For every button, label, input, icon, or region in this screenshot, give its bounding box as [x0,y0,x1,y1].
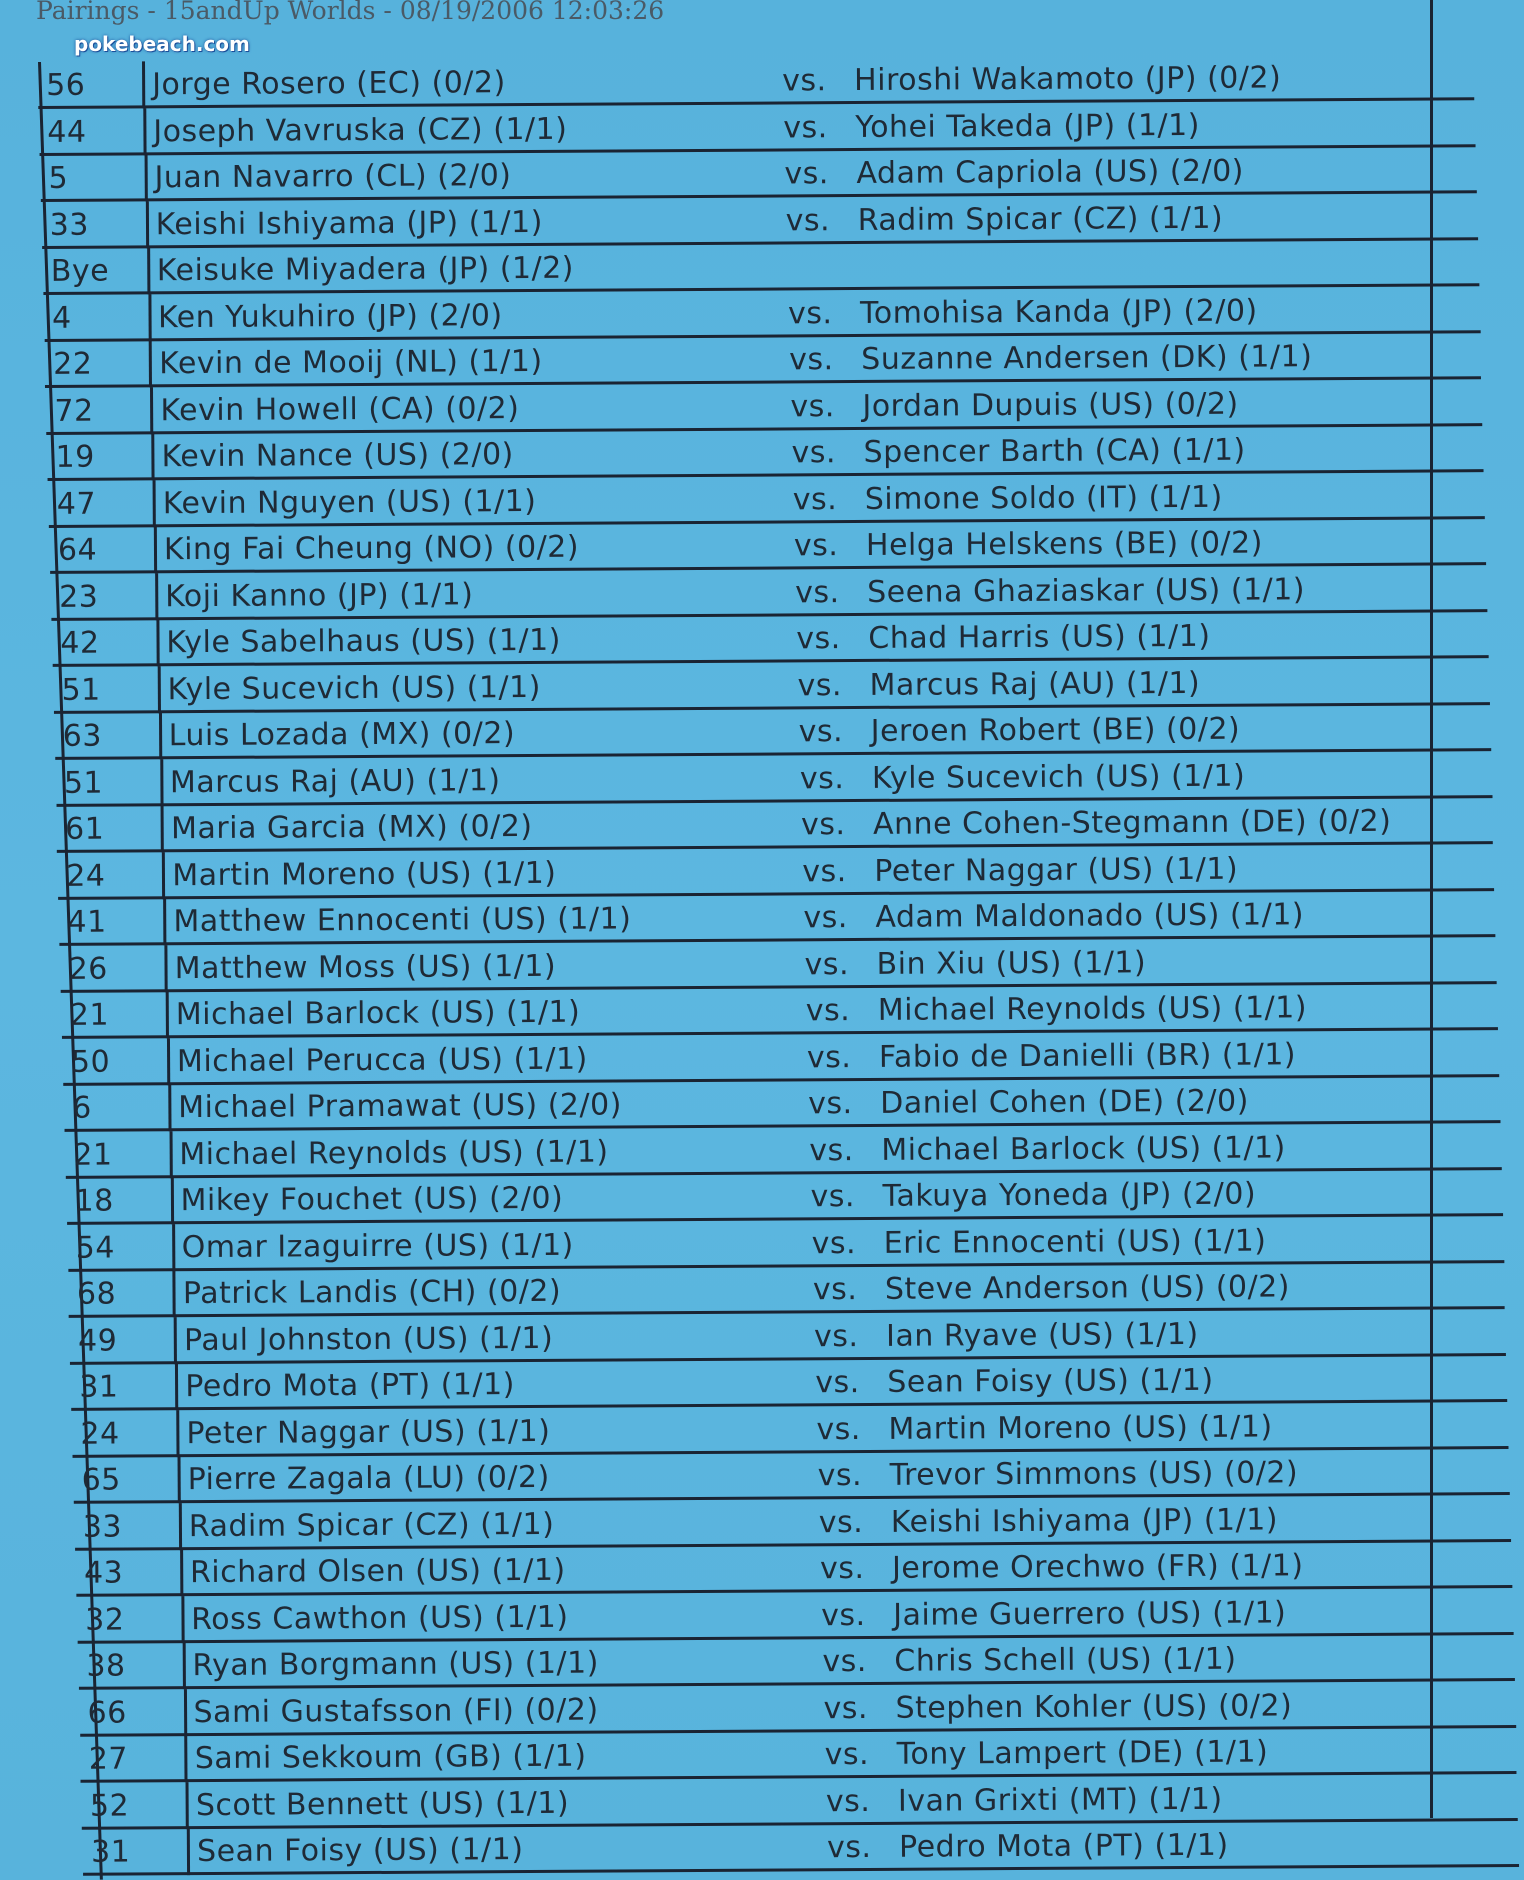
table-number: 43 [83,1555,124,1591]
player-name: Radim Spicar (CZ) (1/1) [188,1506,555,1544]
opponent-name: Keishi Ishiyama (JP) (1/1) [890,1501,1279,1540]
column-divider [146,201,149,248]
player-name: Kevin Nance (US) (2/0) [161,437,514,475]
table-number: 6 [72,1090,92,1126]
table-number: 27 [88,1741,129,1777]
player-name: Ryan Borgmann (US) (1/1) [192,1645,599,1684]
player-name: Scott Bennett (US) (1/1) [195,1785,570,1823]
versus-label: vs. [785,202,831,238]
watermark-logo: pokebeach.com [74,32,250,56]
column-divider [186,1782,189,1829]
column-divider [161,805,164,852]
table-number: 56 [46,67,86,103]
player-name: Juan Navarro (CL) (2/0) [154,158,512,196]
column-divider [144,154,147,201]
table-number: 21 [69,997,110,1033]
player-name: Luis Lozada (MX) (0/2) [168,716,516,754]
player-name: Patrick Landis (CH) (0/2) [182,1273,562,1312]
versus-label: vs. [806,1039,852,1075]
pairings-table [38,53,1485,1880]
opponent-name: Simone Soldo (IT) (1/1) [864,479,1223,517]
opponent-name: Chad Harris (US) (1/1) [868,618,1211,656]
column-divider [187,1828,190,1875]
versus-label: vs. [824,1736,870,1773]
versus-label: vs. [823,1690,869,1726]
column-divider [179,1503,182,1550]
table-number: 31 [79,1369,119,1405]
table-number: 72 [54,393,94,429]
table-number: 21 [73,1137,113,1173]
versus-label: vs. [819,1550,865,1587]
table-number: 32 [85,1602,125,1638]
player-name: Paul Johnston (US) (1/1) [184,1320,554,1358]
player-name: King Fai Cheung (NO) (0/2) [163,529,580,568]
versus-label: vs. [827,1829,872,1866]
table-number: 18 [74,1183,114,1219]
player-name: Maria Garcia (MX) (0/2) [170,808,533,847]
column-divider [164,945,167,992]
opponent-name: Michael Reynolds (US) (1/1) [877,990,1308,1028]
column-divider [176,1410,179,1457]
table-number: 19 [55,439,95,475]
opponent-name: Daniel Cohen (DE) (2/0) [880,1083,1249,1121]
player-name: Ross Cawthon (US) (1/1) [191,1599,569,1637]
table-number: 42 [60,625,100,661]
opponent-name: Takuya Yoneda (JP) (2/0) [882,1176,1257,1214]
player-name: Omar Izaguirre (US) (1/1) [181,1227,574,1265]
player-name: Pierre Zagala (LU) (0/2) [187,1459,550,1498]
column-divider [185,1735,188,1782]
table-number: 4 [51,300,72,336]
opponent-name: Jordan Dupuis (US) (0/2) [862,386,1239,424]
opponent-name: Anne Cohen-Stegmann (DE) (0/2) [872,803,1392,842]
column-divider [156,619,159,666]
table-number: 24 [66,858,106,894]
opponent-name: Radim Spicar (CZ) (1/1) [857,200,1224,238]
player-name: Kevin Nguyen (US) (1/1) [162,483,537,521]
column-divider [147,247,150,294]
column-divider [168,1084,171,1131]
opponent-name: Sean Foisy (US) (1/1) [887,1362,1214,1400]
table-number: 49 [78,1323,118,1359]
opponent-name: Adam Maldonado (US) (1/1) [875,897,1305,935]
player-name: Michael Pramawat (US) (2/0) [178,1087,622,1126]
opponent-name: Seena Ghaziaskar (US) (1/1) [867,571,1306,610]
versus-label: vs. [809,1132,854,1168]
player-name: Kyle Sucevich (US) (1/1) [167,669,541,707]
table-number: 50 [70,1044,111,1080]
table-number: 26 [68,951,108,987]
column-divider [181,1596,184,1643]
column-divider [151,433,154,480]
versus-label: vs. [817,1457,863,1494]
opponent-name: Jerome Orechwo (FR) (1/1) [891,1548,1304,1586]
table-number: 31 [91,1834,131,1870]
opponent-name: Suzanne Andersen (DK) (1/1) [861,339,1313,377]
player-name: Keishi Ishiyama (JP) (1/1) [155,204,543,242]
column-divider [173,1270,176,1317]
column-divider [155,573,158,620]
versus-label: vs. [795,574,840,610]
column-divider [167,1038,170,1085]
versus-label: vs. [811,1225,857,1261]
versus-label: vs. [800,807,846,843]
column-divider [178,1456,181,1503]
column-divider [163,898,166,945]
player-name: Pedro Mota (PT) (1/1) [185,1367,515,1405]
versus-label: vs. [797,667,843,703]
table-number: 68 [76,1276,117,1312]
player-name: Peter Naggar (US) (1/1) [186,1413,551,1451]
versus-label: vs. [783,109,828,145]
table-number: 51 [63,765,104,801]
versus-label: vs. [803,900,848,936]
column-divider [183,1689,186,1736]
opponent-name: Bin Xiu (US) (1/1) [876,944,1147,982]
column-divider [172,1224,175,1271]
table-number: 41 [67,904,107,940]
player-name: Michael Perucca (US) (1/1) [176,1041,588,1079]
opponent-name: Jeroen Robert (BE) (0/2) [870,711,1241,749]
player-name: Martin Moreno (US) (1/1) [172,855,557,893]
opponent-name: Hiroshi Wakamoto (JP) (0/2) [854,60,1282,99]
versus-label: vs. [787,295,833,331]
table-number: 51 [61,672,101,708]
versus-label: vs. [810,1179,856,1215]
opponent-name: Helga Helskens (BE) (0/2) [865,525,1263,563]
versus-label: vs. [799,760,845,796]
column-divider [180,1549,183,1596]
table-number: Bye [50,253,110,289]
versus-label: vs. [812,1272,858,1308]
versus-label: vs. [818,1504,864,1540]
opponent-name: Spencer Barth (CA) (1/1) [863,432,1246,470]
player-name: Michael Barlock (US) (1/1) [175,994,581,1033]
column-divider [154,526,157,573]
versus-label: vs. [804,946,850,982]
table-number: 61 [64,811,105,847]
column-divider [182,1642,185,1689]
column-divider [157,666,160,713]
player-name: Kevin Howell (CA) (0/2) [160,390,520,428]
column-divider [166,991,169,1038]
opponent-name: Ivan Grixti (MT) (1/1) [897,1781,1223,1819]
player-name: Keisuke Miyadera (JP) (1/2) [156,250,575,289]
opponent-name: Tomohisa Kanda (JP) (2/0) [859,293,1258,331]
opponent-name: Kyle Sucevich (US) (1/1) [871,758,1246,796]
opponent-name: Michael Barlock (US) (1/1) [881,1129,1286,1168]
table-number: 5 [48,160,69,196]
opponent-name: Adam Capriola (US) (2/0) [856,153,1245,192]
versus-label: vs. [789,342,834,378]
opponent-name: Tony Lampert (DE) (1/1) [896,1734,1269,1772]
player-name: Michael Reynolds (US) (1/1) [179,1134,609,1172]
table-number: 22 [53,346,93,382]
table-number: 23 [59,579,99,615]
opponent-name: Jaime Guerrero (US) (1/1) [893,1594,1287,1633]
versus-label: vs. [793,528,839,564]
column-divider [142,61,145,108]
opponent-name: Ian Ryave (US) (1/1) [885,1316,1199,1354]
player-name: Mikey Fouchet (US) (2/0) [180,1180,564,1219]
opponent-name: Marcus Raj (AU) (1/1) [869,665,1201,703]
versus-label: vs. [802,853,847,889]
versus-label: vs. [792,481,838,517]
versus-label: vs. [808,1086,853,1122]
table-number: 24 [80,1416,120,1452]
table-number: 38 [86,1648,126,1684]
player-name: Ken Yukuhiro (JP) (2/0) [157,297,503,335]
column-divider [148,294,151,341]
opponent-name: Eric Ennocenti (US) (1/1) [883,1223,1267,1261]
column-divider [143,108,146,155]
versus-label: vs. [796,621,841,657]
versus-label: vs. [816,1411,861,1447]
versus-label: vs. [784,156,830,192]
column-divider [162,852,165,899]
opponent-name: Fabio de Danielli (BR) (1/1) [878,1036,1297,1075]
opponent-name: Chris Schell (US) (1/1) [894,1641,1237,1679]
versus-label: vs. [805,993,851,1029]
column-divider [169,1131,172,1178]
player-name: Joseph Vavruska (CZ) (1/1) [153,111,568,149]
versus-label: vs. [790,388,835,424]
versus-label: vs. [821,1597,866,1633]
column-divider [153,480,156,527]
versus-label: vs. [813,1318,859,1354]
table-number: 64 [57,532,98,568]
player-name: Jorge Rosero (EC) (0/2) [152,65,506,103]
player-name: Matthew Moss (US) (1/1) [174,948,557,986]
opponent-name: Stephen Kohler (US) (0/2) [895,1687,1293,1726]
opponent-name: Martin Moreno (US) (1/1) [888,1408,1273,1447]
column-divider [150,387,153,434]
column-divider [174,1317,177,1364]
table-right-border [1430,0,1433,1818]
column-divider [170,1177,173,1224]
versus-label: vs. [791,435,837,471]
player-name: Matthew Ennocenti (US) (1/1) [173,901,632,940]
table-number: 52 [89,1787,130,1824]
table-number: 66 [87,1694,127,1731]
table-number: 54 [75,1230,116,1266]
player-name: Kevin de Mooij (NL) (1/1) [159,343,543,382]
column-divider [149,340,152,387]
versus-label: vs. [782,63,827,99]
versus-label: vs. [798,714,844,750]
column-divider [175,1363,178,1410]
opponent-name: Trevor Simmons (US) (0/2) [889,1455,1299,1493]
opponent-name: Steve Anderson (US) (0/2) [884,1269,1291,1307]
table-number: 33 [49,207,89,243]
opponent-name: Peter Naggar (US) (1/1) [874,851,1239,889]
player-name: Sean Foisy (US) (1/1) [197,1832,524,1870]
versus-label: vs. [815,1365,860,1401]
player-name: Sami Gustafsson (FI) (0/2) [193,1692,599,1730]
player-name: Kyle Sabelhaus (US) (1/1) [166,622,561,661]
table-number: 44 [47,114,87,150]
opponent-name: Yohei Takeda (JP) (1/1) [855,107,1200,145]
page-title: Pairings - 15andUp Worlds - 08/19/2006 12:03:26 [36,0,665,25]
player-name: Koji Kanno (JP) (1/1) [165,576,474,614]
column-divider [159,712,162,759]
opponent-name: Pedro Mota (PT) (1/1) [899,1827,1229,1865]
column-divider [160,759,163,806]
player-name: Sami Sekkoum (GB) (1/1) [194,1738,587,1777]
versus-label: vs. [825,1783,871,1819]
table-number: 63 [62,718,103,754]
player-name: Richard Olsen (US) (1/1) [189,1552,566,1591]
table-number: 65 [81,1462,121,1498]
table-number: 33 [82,1509,123,1545]
table-number: 47 [56,486,97,522]
player-name: Marcus Raj (AU) (1/1) [169,762,501,800]
versus-label: vs. [822,1643,867,1680]
table-row [83,1820,1519,1876]
